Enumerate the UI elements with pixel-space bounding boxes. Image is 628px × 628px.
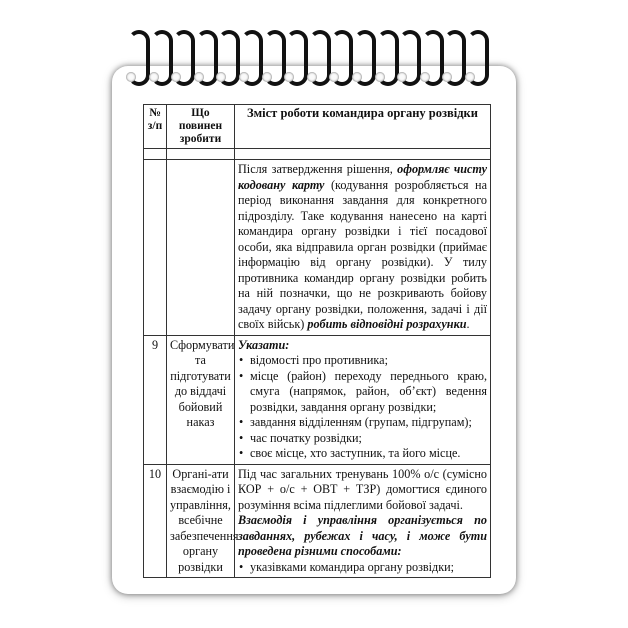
ring-icon bbox=[216, 20, 238, 84]
header-content: Зміст роботи командира органу розвідки bbox=[235, 105, 491, 149]
row-paragraph: Під час загальних тренувань 100% о/с (сумісно КОР + о/с + ОВТ + ТЗР) домогтися єдиного розуміння всіма підлеглими бойової задачі. bbox=[238, 466, 487, 512]
row-action: Органі-ати взаємодію і управління, всебічне забезпечення органу розвідки bbox=[167, 464, 235, 578]
ring-icon bbox=[194, 20, 216, 84]
header-action: Що повинен зробити bbox=[167, 105, 235, 149]
ring-icon bbox=[126, 20, 148, 84]
ring-icon bbox=[352, 20, 374, 84]
ring-icon bbox=[262, 20, 284, 84]
bullet-list bbox=[238, 353, 487, 462]
list-item: • указівками командира органу розвідки; bbox=[238, 560, 487, 576]
ring-icon bbox=[307, 20, 329, 84]
ring-icon bbox=[149, 20, 171, 84]
list-item: • своє місце, хто заступник, та його місце. bbox=[238, 446, 487, 462]
list-item: • час початку розвідки; bbox=[238, 431, 487, 447]
row-paragraph: Взаємодія і управління організується по завданнях, рубежах і часу, і може бути проведена різними способами: bbox=[238, 513, 487, 558]
list-item: • завдання відділенням (групам, підгрупам); bbox=[238, 415, 487, 431]
ring-icon bbox=[284, 20, 306, 84]
ring-icon bbox=[465, 20, 487, 84]
ring-icon bbox=[239, 20, 261, 84]
ring-icon bbox=[420, 20, 442, 84]
ring-icon bbox=[397, 20, 419, 84]
spacer-row bbox=[144, 149, 491, 160]
ring-icon bbox=[329, 20, 351, 84]
orders-table bbox=[143, 104, 491, 578]
row-content: Після затвердження рішення, оформляє чисту кодовану карту (кодування розробляється на період виконання завдання для конкретного підрозділу. Таке кодування нанесено на карті командира органу розвідки і тієї посадової особи, яка відправила орган розвідки (приймає інформацію від органу розвідки). У тилу противника командир органу розвідки робить на ній позначки, що не розкривають бойову задачу органу розвідки, положення, задачі і дії своїх військ) робить відповідні розрахунки. bbox=[235, 160, 491, 336]
row-content bbox=[235, 464, 491, 578]
ring-icon bbox=[171, 20, 193, 84]
spiral-binding bbox=[126, 20, 506, 92]
row-number: 9 bbox=[144, 335, 167, 464]
ring-icon bbox=[442, 20, 464, 84]
list-item: • місце (район) переходу переднього краю, смуга (напрямок, район, об’єкт) ведення розвідки, завдання органу розвідки; bbox=[238, 369, 487, 416]
list-item: • відомості про противника; bbox=[238, 353, 487, 369]
header-number: № з/п bbox=[144, 105, 167, 149]
table-row bbox=[144, 335, 491, 464]
ring-icon bbox=[375, 20, 397, 84]
row-subtitle: Указати: bbox=[238, 337, 290, 352]
table-row bbox=[144, 464, 491, 578]
row-action: Сформувати та підготувати до віддачі бойовий наказ bbox=[167, 335, 235, 464]
row-number: 10 bbox=[144, 464, 167, 578]
row-content bbox=[235, 335, 491, 464]
table-header bbox=[144, 105, 491, 149]
table-row bbox=[144, 160, 491, 336]
bullet-list bbox=[238, 560, 487, 576]
